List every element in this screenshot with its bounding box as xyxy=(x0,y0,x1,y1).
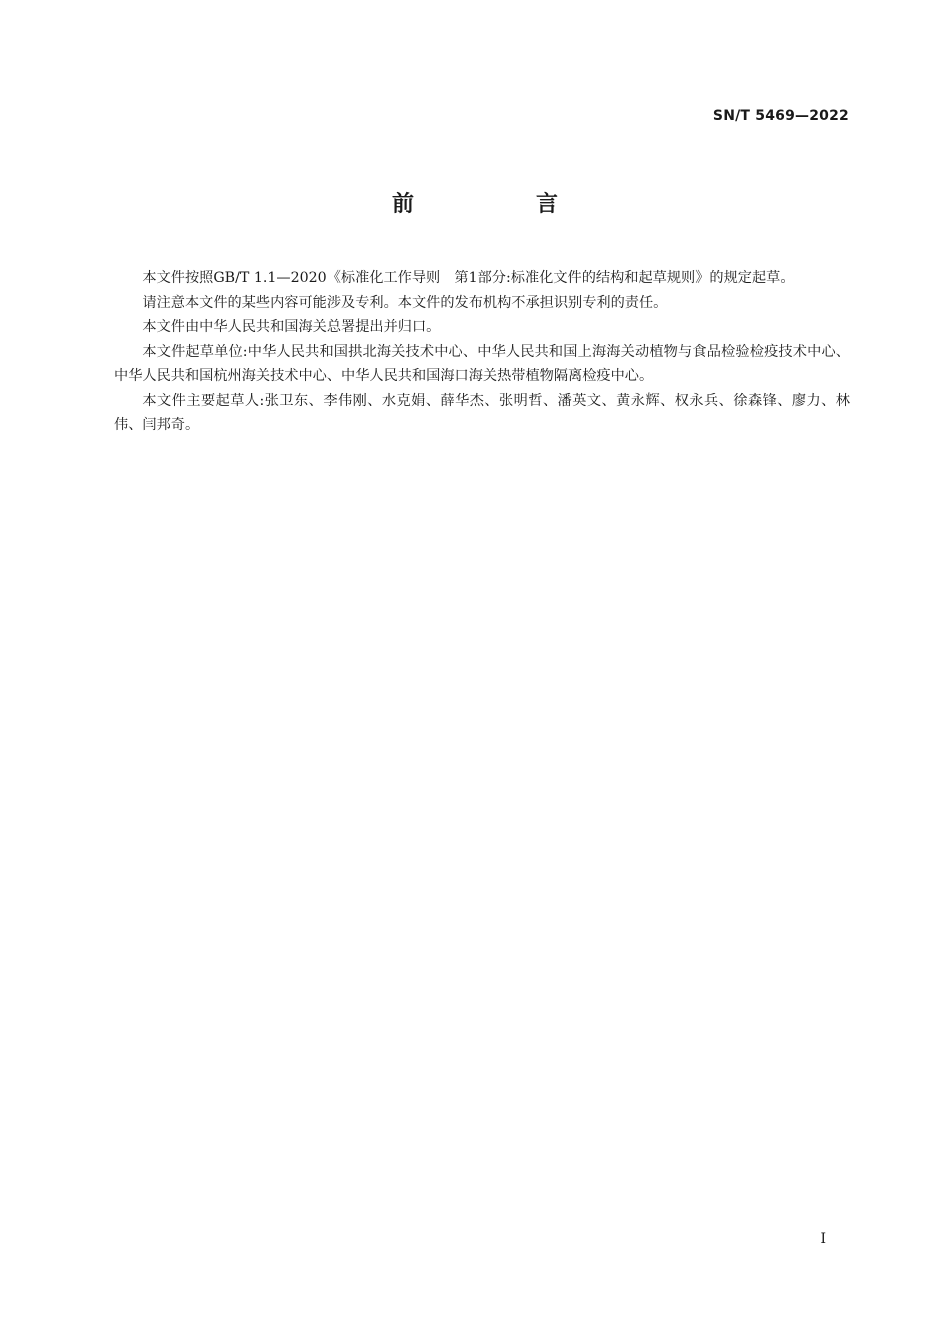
page-title: 前 言 xyxy=(391,192,608,217)
paragraph-proposer: 本文件由中华人民共和国海关总署提出并归口。 xyxy=(142,319,441,335)
page-number: I xyxy=(820,1231,826,1247)
paragraph-patent-notice: 请注意本文件的某些内容可能涉及专利。本文件的发布机构不承担识别专利的责任。 xyxy=(142,294,668,311)
paragraph-drafters: 本文件主要起草人:张卫东、李伟刚、水克娟、薛华杰、张明哲、潘英文、黄永辉、权永兵、徐森锋、廖力、林伟、闫邦奇。 xyxy=(114,392,850,433)
foreword-body xyxy=(114,266,850,438)
document-code: SN/T 5469—2022 xyxy=(712,108,849,124)
paragraph-drafting-rules: 本文件按照GB/T 1.1—2020《标准化工作导则 第1部分:标准化文件的结构和起草规则》的规定起草。 xyxy=(142,270,795,286)
paragraph-drafting-units: 本文件起草单位:中华人民共和国拱北海关技术中心、中华人民共和国上海海关动植物与食品检验检疫技术中心、中华人民共和国杭州海关技术中心、中华人民共和国海口海关热带植物隔离检疫中心。 xyxy=(114,343,850,384)
